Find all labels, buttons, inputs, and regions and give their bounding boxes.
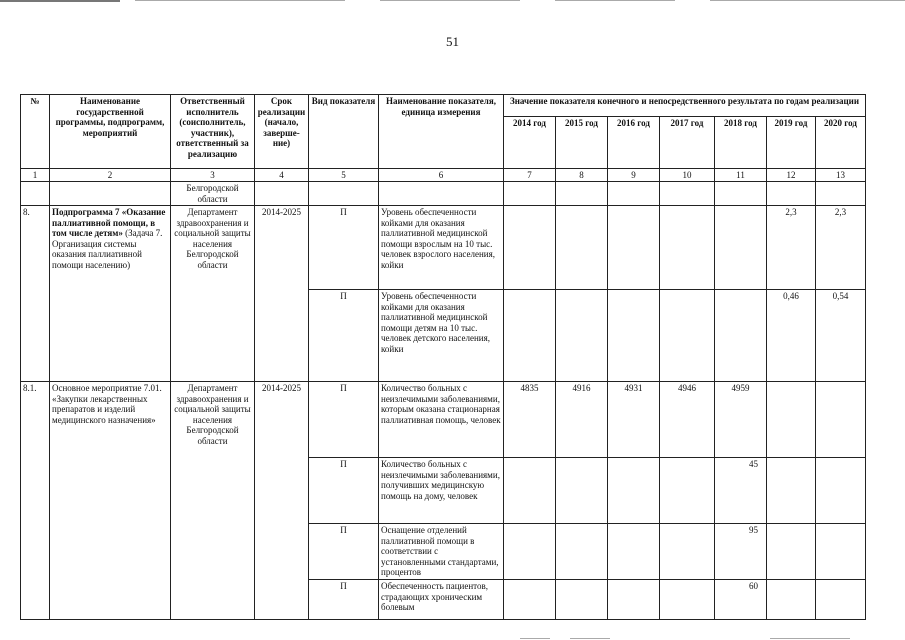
program-name: Основное мероприятие 7.01. «Закупки лекарственных препаратов и изделий медицинского назначения» — [50, 382, 171, 620]
indicator-type: П — [309, 524, 379, 580]
value-cell — [504, 206, 556, 290]
value-cell: 4959 — [715, 382, 767, 458]
scan-edge-mark — [0, 0, 120, 2]
header-executor: Ответственный исполнитель (соисполнитель, участник), ответственный за реализацию — [171, 95, 255, 169]
header-year: 2014 год — [504, 117, 556, 169]
column-number: 8 — [556, 169, 608, 182]
executor: Департамент здравоохранения и социальной защиты населения Белгородской области — [171, 206, 255, 382]
value-cell — [608, 458, 660, 524]
value-cell — [556, 524, 608, 580]
scan-edge-mark — [555, 0, 675, 1]
column-number: 4 — [255, 169, 309, 182]
column-number: 3 — [171, 169, 255, 182]
value-cell — [660, 458, 715, 524]
column-number: 13 — [816, 169, 866, 182]
indicator-type: П — [309, 290, 379, 382]
scan-edge-mark — [710, 0, 905, 1]
row-number: 8.1. — [21, 382, 50, 620]
value-cell — [660, 206, 715, 290]
value-cell: 4835 — [504, 382, 556, 458]
value-cell — [660, 524, 715, 580]
value-cell: 4931 — [608, 382, 660, 458]
scan-edge-mark — [380, 0, 520, 1]
header-number: № — [21, 95, 50, 169]
value-cell — [816, 524, 866, 580]
header-program-name: Наименование государственной программы, подпрограмм, мероприятий — [50, 95, 171, 169]
header-values-group: Значение показателя конечного и непосредственного результата по годам реализации — [504, 95, 866, 117]
value-cell — [816, 458, 866, 524]
continuation-executor: Белгородской области — [171, 182, 255, 206]
column-number: 11 — [715, 169, 767, 182]
executor: Департамент здравоохранения и социальной защиты населения Белгородской области — [171, 382, 255, 620]
column-number: 2 — [50, 169, 171, 182]
header-year: 2018 год — [715, 117, 767, 169]
indicator-type: П — [309, 206, 379, 290]
table-row — [21, 206, 866, 290]
value-cell — [767, 580, 816, 620]
value-cell: 0,54 — [816, 290, 866, 382]
column-number: 10 — [660, 169, 715, 182]
indicator-name: Количество больных с неизлечимыми заболеваниями, которым оказана стационарная паллиативная помощь, человек — [379, 382, 504, 458]
indicator-type: П — [309, 382, 379, 458]
continuation-row — [21, 182, 866, 206]
program-name — [50, 206, 171, 382]
header-year: 2020 год — [816, 117, 866, 169]
value-cell — [556, 580, 608, 620]
indicator-name: Уровень обеспеченности койками для оказания паллиативной медицинской помощи взрослым на 10 тыс. человек взрослого населения, койки — [379, 206, 504, 290]
value-cell — [660, 580, 715, 620]
value-cell — [715, 206, 767, 290]
scan-edge-mark — [135, 0, 345, 1]
scan-edge-mark — [570, 638, 610, 639]
value-cell: 4916 — [556, 382, 608, 458]
value-cell — [816, 382, 866, 458]
period: 2014-2025 — [255, 206, 309, 382]
value-cell: 45 — [715, 458, 767, 524]
value-cell — [767, 524, 816, 580]
value-cell — [556, 458, 608, 524]
header-indicator-name: Наименование показателя, единица измерения — [379, 95, 504, 169]
header-indicator-type: Вид показателя — [309, 95, 379, 169]
indicator-name: Оснащение отделений паллиативной помощи в соответствии с установленными стандартами, процентов — [379, 524, 504, 580]
row-number: 8. — [21, 206, 50, 382]
header-row — [21, 95, 866, 117]
page-number: 51 — [446, 34, 459, 49]
scan-edge-mark — [770, 638, 850, 639]
value-cell — [504, 524, 556, 580]
indicator-name: Обеспеченность пациентов, страдающих хроническим болевым — [379, 580, 504, 620]
value-cell — [767, 458, 816, 524]
header-period: Срок реализации (начало, заверше-ние) — [255, 95, 309, 169]
column-number-row — [21, 169, 866, 182]
table-row — [21, 382, 866, 458]
value-cell — [504, 290, 556, 382]
value-cell — [608, 580, 660, 620]
header-year: 2015 год — [556, 117, 608, 169]
period: 2014-2025 — [255, 382, 309, 620]
scan-edge-mark — [520, 638, 550, 639]
value-cell — [504, 458, 556, 524]
value-cell — [608, 290, 660, 382]
column-number: 9 — [608, 169, 660, 182]
column-number: 5 — [309, 169, 379, 182]
value-cell: 0,46 — [767, 290, 816, 382]
value-cell — [556, 290, 608, 382]
value-cell: 95 — [715, 524, 767, 580]
value-cell: 60 — [715, 580, 767, 620]
indicator-type: П — [309, 580, 379, 620]
value-cell — [556, 206, 608, 290]
column-number: 12 — [767, 169, 816, 182]
header-year: 2017 год — [660, 117, 715, 169]
value-cell — [608, 206, 660, 290]
column-number: 7 — [504, 169, 556, 182]
column-number: 1 — [21, 169, 50, 182]
header-year: 2016 год — [608, 117, 660, 169]
column-number: 6 — [379, 169, 504, 182]
indicator-name: Количество больных с неизлечимыми заболеваниями, получивших медицинскую помощь на дому, человек — [379, 458, 504, 524]
value-cell — [715, 290, 767, 382]
subprogram-task: (Задача 7. Организация системы оказания паллиативной помощи населению) — [52, 228, 163, 270]
value-cell: 2,3 — [767, 206, 816, 290]
indicators-table — [20, 94, 866, 620]
value-cell — [767, 382, 816, 458]
value-cell — [608, 524, 660, 580]
value-cell — [816, 580, 866, 620]
subprogram-title: Подпрограмма 7 «Оказание паллиативной помощи, в том числе детям» — [52, 207, 166, 238]
value-cell — [660, 290, 715, 382]
value-cell — [504, 580, 556, 620]
value-cell: 2,3 — [816, 206, 866, 290]
value-cell: 4946 — [660, 382, 715, 458]
header-year: 2019 год — [767, 117, 816, 169]
indicator-name: Уровень обеспеченности койками для оказания паллиативной медицинской помощи детям на 10 тыс. человек детского населения, койки — [379, 290, 504, 382]
indicator-type: П — [309, 458, 379, 524]
